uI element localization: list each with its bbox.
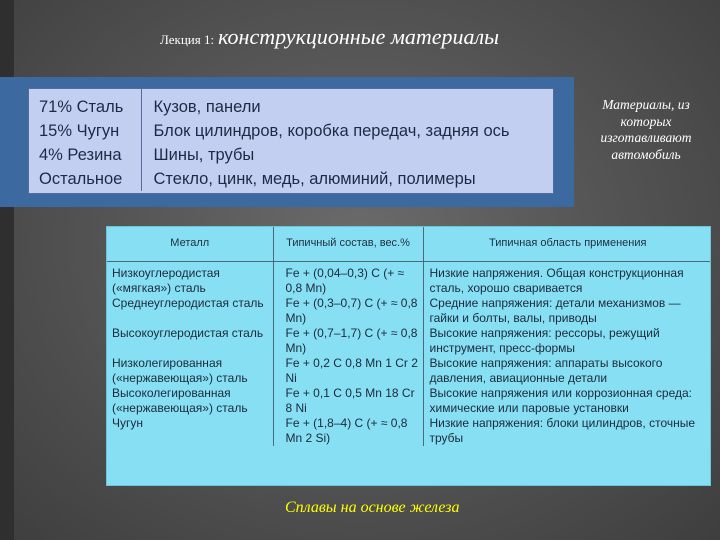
composition-cell: Fe + (0,04–0,3) C (+ ≈ 0,8 Mn)	[273, 261, 423, 296]
composition-cell: Fe + 0,2 C 0,8 Mn 1 Cr 2 Ni	[273, 356, 423, 386]
table-row	[107, 416, 711, 446]
composition-cell: Fe + (1,8–4) C (+ ≈ 0,8 Mn 2 Si)	[273, 416, 423, 446]
alloy-table	[106, 226, 711, 486]
application-cell: Высокие напряжения: рессоры, режущий инструмент, пресс-формы	[429, 325, 660, 355]
metal-cell: Чугун	[107, 416, 273, 446]
metal-cell: Низколегированная («нержавеющая») сталь	[107, 356, 273, 386]
application-cell: Высокие напряжения: аппараты высокого давления, авиационные детали	[429, 355, 663, 385]
caption: Сплавы на основе железа	[285, 499, 460, 516]
summary-share: 15% Чугун	[29, 119, 141, 143]
composition-cell: Fe + (0,7–1,7) C (+ ≈ 0,8 Mn)	[273, 326, 423, 356]
application-cell: Низкие напряжения. Общая конструкционная сталь, хорошо сваривается	[429, 265, 684, 295]
table-row	[107, 261, 711, 296]
summary-uses: Блок цилиндров, коробка передач, задняя ось	[153, 122, 510, 140]
table-row	[29, 119, 509, 143]
summary-share: 71% Сталь	[29, 89, 141, 119]
metal-cell: Среднеуглеродистая сталь	[107, 296, 273, 326]
table-row	[107, 356, 711, 386]
table-row	[29, 167, 509, 191]
application-cell: Высокие напряжения или коррозионная среда: химические или паровые установки	[429, 385, 693, 415]
summary-table	[28, 88, 554, 194]
slide-title	[160, 24, 499, 50]
title-prefix: Лекция 1:	[160, 32, 215, 47]
summary-uses: Стекло, цинк, медь, алюминий, полимеры	[153, 170, 476, 188]
header-metal: Металл	[107, 227, 273, 261]
header-composition: Типичный состав, вес.%	[273, 227, 423, 261]
table-header-row	[107, 227, 711, 261]
application-cell: Средние напряжения: детали механизмов — гайки и болты, валы, приводы	[429, 295, 681, 325]
metal-cell: Высокоуглеродистая сталь	[107, 326, 273, 356]
header-application: Типичная область применения	[423, 227, 711, 261]
title-main: конструкционные материалы	[218, 24, 500, 49]
metal-cell: Низкоуглеродистая («мягкая») сталь	[107, 261, 273, 296]
summary-share: 4% Резина	[29, 143, 141, 167]
table-row	[107, 386, 711, 416]
summary-uses: Кузов, панели	[153, 98, 261, 116]
application-cell: Низкие напряжения: блоки цилиндров, сточные трубы	[429, 415, 696, 445]
table-row	[107, 296, 711, 326]
table-row	[29, 89, 509, 119]
side-note: Материалы, из которых изготавливают автомобиль	[600, 97, 692, 162]
composition-cell: Fe + (0,3–0,7) C (+ ≈ 0,8 Mn)	[273, 296, 423, 326]
table-row	[29, 143, 509, 167]
composition-cell: Fe + 0,1 C 0,5 Mn 18 Cr 8 Ni	[273, 386, 423, 416]
table-row	[107, 326, 711, 356]
summary-uses: Шины, трубы	[153, 146, 255, 164]
summary-share: Остальное	[29, 167, 141, 191]
metal-cell: Высоколегированная («нержавеющая») сталь	[107, 386, 273, 416]
